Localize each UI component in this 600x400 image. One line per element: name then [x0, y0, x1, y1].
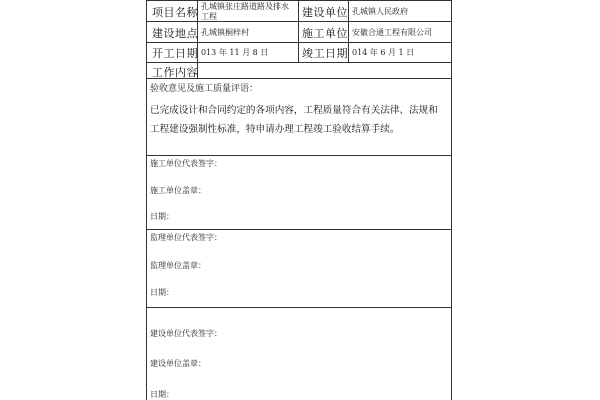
project-name-value: 孔城镇张庄路道路及排水工程	[201, 2, 289, 21]
site-location-label: 建设地点	[152, 27, 198, 40]
supervision-seal: 监理单位盖章：	[150, 261, 206, 270]
section-divider	[146, 229, 452, 230]
site-location-value: 孔城镇桐梓村	[201, 28, 249, 37]
grid-line	[298, 0, 299, 62]
grid-line	[146, 0, 147, 400]
grid-line	[348, 0, 349, 62]
construction-rep-signature: 施工单位代表签字：	[150, 159, 222, 168]
construction-seal: 施工单位盖章：	[150, 186, 206, 195]
grid-line	[146, 62, 452, 63]
grid-line	[146, 42, 452, 43]
acceptance-text: 已完成设计和合同约定的各项内容，工程质量符合有关法律、法规和工程建设强制性标准，特申请办理工程竣工验收结算手续。	[150, 105, 438, 135]
grid-line	[451, 0, 452, 400]
supervision-date: 日期：	[150, 288, 174, 297]
contractor-label: 施工单位	[302, 27, 348, 40]
owner-rep-signature: 建设单位代表签字：	[150, 329, 222, 338]
supervision-rep-signature: 监理单位代表签字：	[150, 233, 222, 242]
acceptance-heading: 验收意见及施工质量评语：	[150, 84, 259, 94]
start-date-value: 013 年 11 月 8 日	[201, 48, 269, 57]
owner-seal: 建设单位盖章：	[150, 359, 206, 368]
construction-date: 日期：	[150, 212, 174, 221]
owner-unit-value: 孔城镇人民政府	[352, 7, 408, 16]
section-divider	[146, 155, 452, 156]
owner-date: 日期：	[150, 390, 174, 399]
work-content-label: 工作内容	[152, 66, 198, 79]
contractor-value: 安徽合通工程有限公司	[352, 28, 432, 37]
owner-unit-label: 建设单位	[302, 6, 348, 19]
grid-line	[146, 0, 452, 1]
completion-date-label: 竣工日期	[302, 47, 348, 60]
completion-date-value: 014 年 6 月 1 日	[352, 48, 415, 57]
section-divider	[146, 307, 452, 308]
start-date-label: 开工日期	[152, 47, 198, 60]
grid-line	[146, 21, 452, 22]
project-name-label: 项目名称	[152, 6, 198, 19]
